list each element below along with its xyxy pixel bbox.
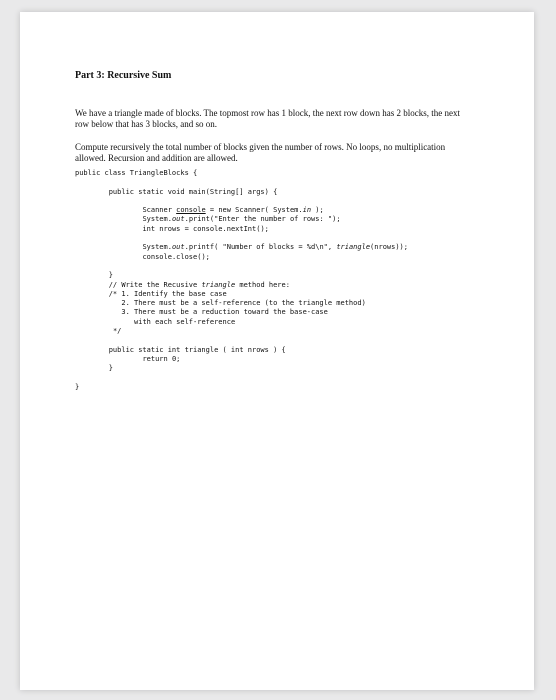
code-line: public static void main(String[] args) { [108, 187, 278, 196]
code-line: } [108, 364, 113, 373]
code-line: Scanner console = new Scanner( System.in ); [142, 206, 324, 215]
code-line: System.out.printf( "Number of blocks = %d\n", triangle(nrows)); [142, 243, 408, 252]
code-block [75, 169, 408, 392]
code-line: public class TriangleBlocks { [75, 169, 198, 177]
section-title: Part 3: Recursive Sum [75, 70, 172, 81]
code-line: } [108, 271, 113, 280]
code-line: int nrows = console.nextInt(); [142, 224, 269, 233]
code-line: */ [112, 327, 122, 336]
code-line: /* 1. Identify the base case [108, 289, 227, 298]
document-page [20, 12, 534, 690]
code-line: System.out.print("Enter the number of rows: "); [142, 215, 341, 224]
code-line: } [75, 382, 80, 391]
code-line: // Write the Recusive triangle method here: [108, 280, 290, 289]
code-line: 2. There must be a self-reference (to the triangle method) [121, 299, 366, 308]
code-line: return 0; [142, 354, 181, 363]
code-line: public static int triangle ( int nrows ) { [108, 345, 286, 354]
task-paragraph: Compute recursively the total number of blocks given the number of rows. No loops, no multiplication allowed. Recursion and addition are allowed. [75, 142, 446, 163]
code-line: with each self-reference [134, 317, 236, 326]
intro-paragraph: We have a triangle made of blocks. The topmost row has 1 block, the next row down has 2 blocks, the next row below that has 3 blocks, and so on. [75, 108, 461, 129]
code-line: 3. There must be a reduction toward the base-case [121, 308, 328, 317]
code-line: console.close(); [142, 252, 210, 261]
